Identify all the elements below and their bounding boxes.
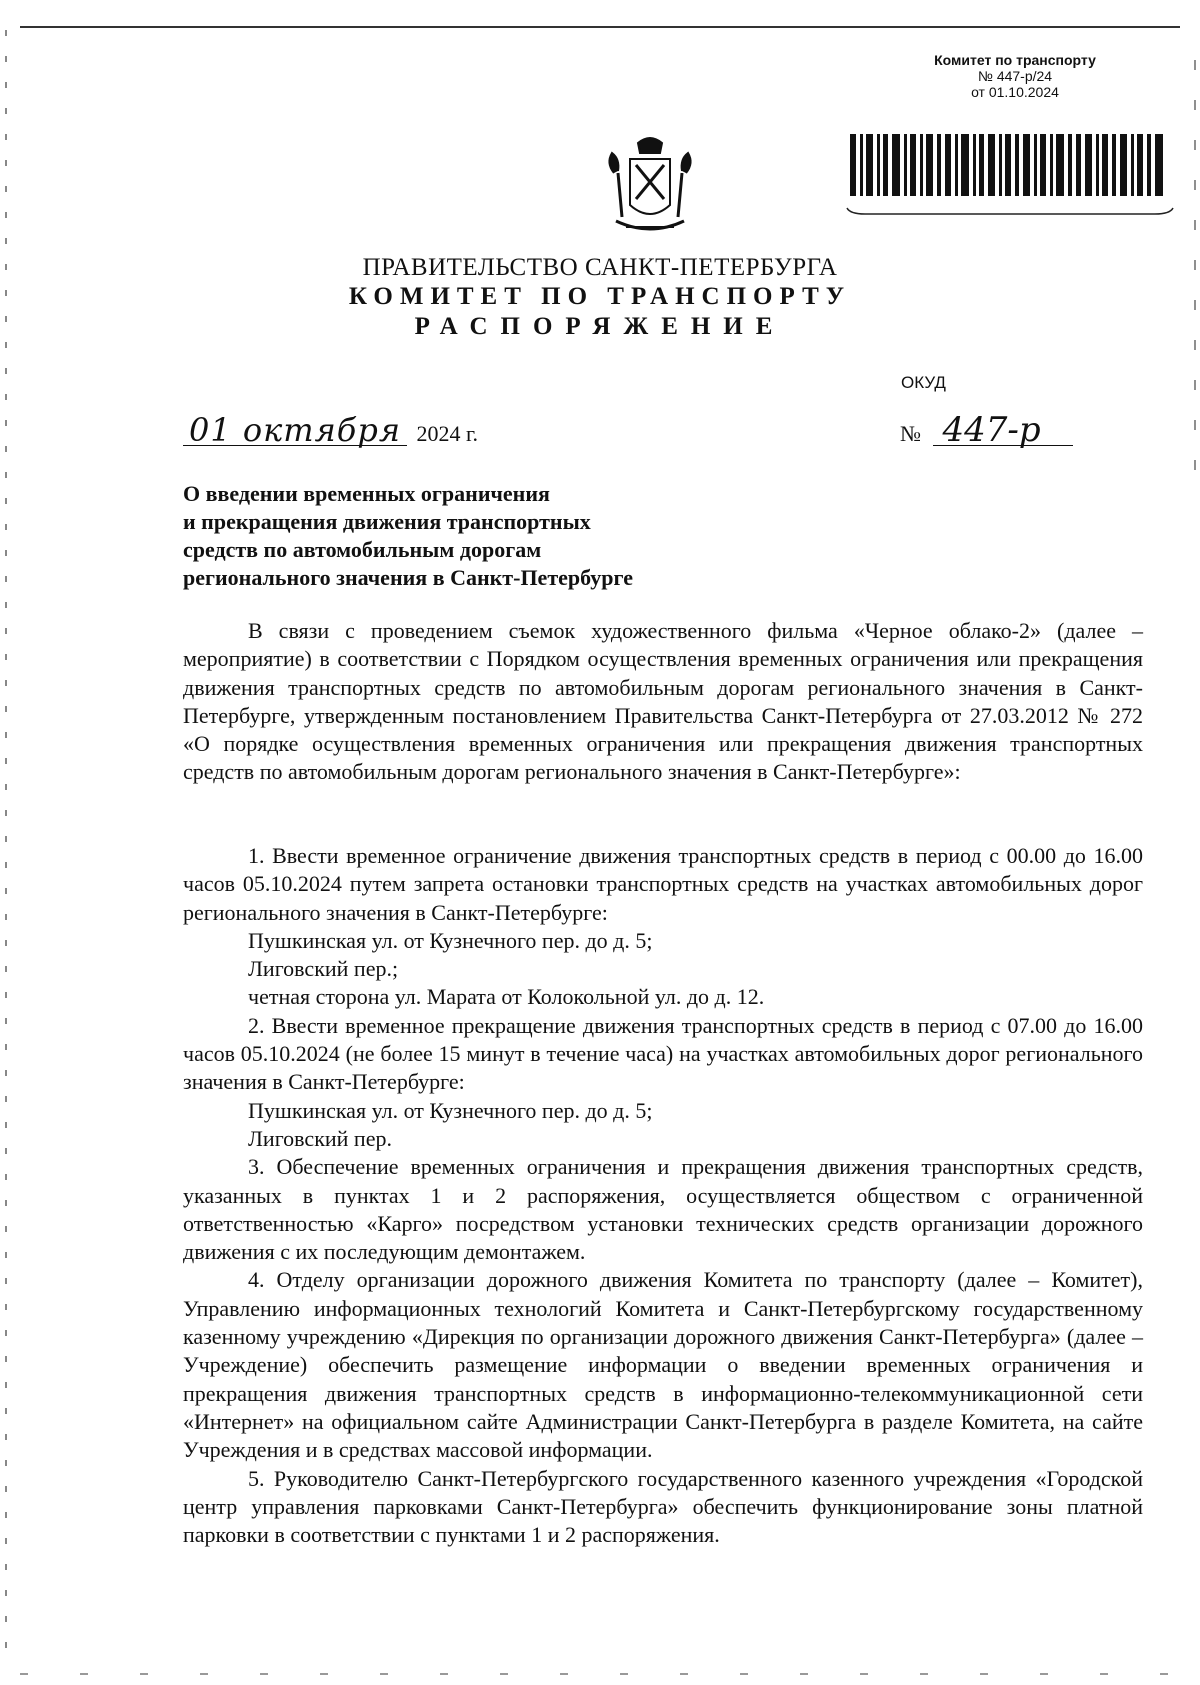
document-number <box>900 410 1073 450</box>
item-3: 3. Обеспечение временных ограничения и прекращения движения транспортных средств, указанных в пунктах 1 и 2 распоряжения, осуществляется обществом с ограниченной ответственностью «Карго» посредством установки технических средств организации дорожного движения с их последующим демонтажем. <box>183 1154 1143 1265</box>
item-2: 2. Ввести временное прекращение движения транспортных средств в период с 07.00 до 16.00 часов 05.10.2024 (не более 15 минут в течение часа) на участках автомобильных дорог регионального значения в Санкт-Петербурге: <box>183 1012 1143 1095</box>
document-date <box>183 411 479 449</box>
item-5: 5. Руководителю Санкт-Петербургского государственного казенного учреждения «Городской центр управления парковками Санкт-Петербурга» обеспечить функционирование зоны платной парковки в соответствии с пунктами 1 и 2 распоряжения. <box>183 1465 1143 1548</box>
address-line: Пушкинская ул. от Кузнечного пер. до д. 5; <box>248 1097 653 1123</box>
stamp-number: № 447-р/24 <box>977 68 1053 84</box>
preamble <box>183 617 1143 787</box>
committee-name: КОМИТЕТ ПО ТРАНСПОРТУ <box>348 283 852 310</box>
document-type: РАСПОРЯЖЕНИЕ <box>414 313 786 340</box>
preamble-paragraph: В связи с проведением съемок художественного фильма «Черное облако-2» (далее – мероприятие) в соответствии с Порядком осуществления временных ограничения или прекращения движения транспортных средств по автомобильным дорогам регионального значения в Санкт-Петербурге, утвержденным постановлением Правительства Санкт-Петербурга от 27.03.2012 № 272 «О порядке осуществления временных ограничения или прекращения движения транспортных средств по автомобильным дорогам регионального значения в Санкт-Петербурге»: <box>183 618 1143 785</box>
stamp-underline <box>845 206 1175 216</box>
number-sign: № <box>900 421 921 446</box>
subject-line: О введении временных ограничения <box>183 481 550 506</box>
subject-line: средств по автомобильным дорогам <box>183 537 542 562</box>
address-line: четная сторона ул. Марата от Колокольной ул. до д. 12. <box>248 984 765 1010</box>
item-4: 4. Отделу организации дорожного движения Комитета по транспорту (далее – Комитет), Управлению информационных технологий Комитета и Санкт-Петербургскому государственному казенному учреждению «Дирекция по организации дорожного движения Санкт-Петербурга» (далее – Учреждение) обеспечить размещение информации о введении временных ограничения и прекращения движения транспортных средств в информационно-телекоммуникационной сети «Интернет» на официальном сайте Администрации Санкт-Петербурга в разделе Комитета, на сайте Учреждения и в средствах массовой информации. <box>183 1267 1143 1463</box>
handwritten-number: 447-р <box>933 415 1073 446</box>
coat-of-arms-icon <box>600 133 700 241</box>
document-subject <box>183 480 783 592</box>
subject-line: регионального значения в Санкт-Петербурге <box>183 565 633 590</box>
okud-label: ОКУД <box>901 373 946 392</box>
address-line: Лиговский пер.; <box>248 956 399 982</box>
address-line: Лиговский пер. <box>248 1125 392 1151</box>
order-items <box>183 842 1143 1549</box>
scan-edge-top <box>20 26 1180 28</box>
registration-stamp <box>860 52 1170 100</box>
stamp-date: от 01.10.2024 <box>971 84 1059 100</box>
stamp-title: Комитет по транспорту <box>934 52 1096 68</box>
handwritten-date: 01 октября <box>183 415 407 446</box>
item-1: 1. Ввести временное ограничение движения транспортных средств в период с 00.00 до 16.00 часов 05.10.2024 путем запрета остановки транспортных средств на участках автомобильных дорог регионального значения в Санкт-Петербурге: <box>183 843 1143 925</box>
subject-line: и прекращения движения транспортных <box>183 509 591 534</box>
address-line: Пушкинская ул. от Кузнечного пер. до д. 5; <box>248 927 653 953</box>
barcode-icon <box>848 134 1168 196</box>
scan-edge-bottom <box>20 1673 1180 1675</box>
date-year: 2024 г. <box>416 421 479 446</box>
government-name: ПРАВИТЕЛЬСТВО САНКТ-ПЕТЕРБУРГА <box>362 254 838 281</box>
